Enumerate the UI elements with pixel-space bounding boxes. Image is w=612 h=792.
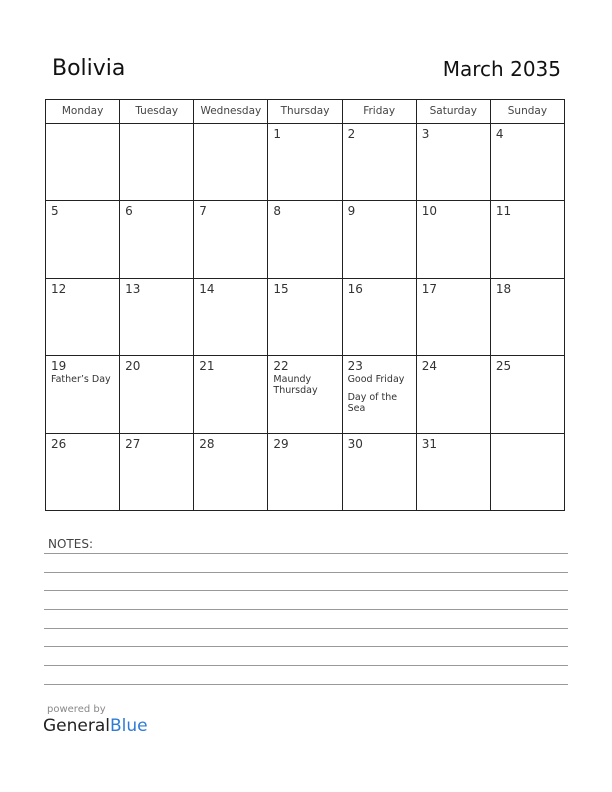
day-cell[interactable] bbox=[491, 201, 565, 278]
day-number: 19 bbox=[51, 359, 67, 374]
day-number: 9 bbox=[347, 204, 356, 219]
note-line bbox=[44, 572, 568, 573]
day-number: 10 bbox=[421, 204, 437, 219]
country-title: Bolivia bbox=[52, 56, 126, 81]
day-number: 7 bbox=[199, 204, 207, 219]
day-cell[interactable] bbox=[46, 124, 120, 201]
day-number: 29 bbox=[273, 436, 289, 451]
weekday-header: Saturday bbox=[417, 100, 491, 124]
day-cell[interactable] bbox=[417, 201, 491, 278]
powered-by-text: powered by bbox=[47, 704, 106, 715]
holiday-label: Day of the Sea bbox=[347, 392, 398, 415]
day-cell[interactable] bbox=[268, 124, 342, 201]
holiday-label: Father’s Day bbox=[51, 374, 111, 386]
day-number: 20 bbox=[125, 359, 141, 374]
day-cell[interactable] bbox=[120, 201, 194, 278]
day-cell[interactable] bbox=[417, 434, 491, 511]
day-cell[interactable] bbox=[343, 201, 417, 278]
day-cell[interactable] bbox=[120, 124, 194, 201]
day-number: 22 bbox=[273, 359, 289, 374]
day-number: 4 bbox=[495, 127, 504, 141]
holiday-label: Good Friday bbox=[347, 374, 405, 386]
day-cell[interactable] bbox=[194, 201, 268, 278]
day-cell[interactable] bbox=[194, 279, 268, 356]
holiday-label: Maundy Thursday bbox=[273, 374, 318, 397]
brand-blue: Blue bbox=[110, 716, 148, 736]
weekday-header: Thursday bbox=[268, 100, 342, 124]
day-cell[interactable] bbox=[417, 356, 491, 433]
day-number: 30 bbox=[347, 436, 363, 451]
day-cell[interactable] bbox=[46, 434, 120, 511]
day-number: 24 bbox=[421, 359, 437, 374]
day-number: 1 bbox=[273, 127, 282, 141]
day-cell[interactable] bbox=[343, 434, 417, 511]
day-cell[interactable] bbox=[120, 356, 194, 433]
day-number: 23 bbox=[347, 359, 363, 374]
weekday-header: Sunday bbox=[491, 100, 565, 124]
day-cell[interactable] bbox=[268, 356, 342, 433]
day-cell[interactable] bbox=[120, 434, 194, 511]
note-line bbox=[44, 646, 568, 647]
day-cell[interactable] bbox=[343, 279, 417, 356]
weekday-header: Wednesday bbox=[194, 100, 268, 124]
day-number: 16 bbox=[347, 281, 363, 296]
day-number: 15 bbox=[273, 281, 289, 296]
weekday-header: Monday bbox=[46, 100, 120, 124]
note-line bbox=[44, 628, 568, 629]
day-number: 25 bbox=[495, 359, 512, 374]
day-cell[interactable] bbox=[194, 434, 268, 511]
day-cell[interactable] bbox=[343, 356, 417, 433]
day-cell[interactable] bbox=[491, 124, 565, 201]
day-cell[interactable] bbox=[268, 279, 342, 356]
day-cell[interactable] bbox=[268, 434, 342, 511]
day-cell[interactable] bbox=[417, 279, 491, 356]
day-number: 6 bbox=[125, 204, 133, 219]
weekday-header: Tuesday bbox=[120, 100, 194, 124]
calendar-grid bbox=[45, 99, 565, 511]
day-number: 2 bbox=[347, 127, 356, 141]
day-number: 21 bbox=[199, 359, 215, 374]
day-number: 27 bbox=[125, 436, 141, 451]
note-line bbox=[44, 590, 568, 591]
day-cell[interactable] bbox=[46, 356, 120, 433]
day-cell[interactable] bbox=[491, 434, 565, 511]
month-year-title: March 2035 bbox=[442, 57, 561, 81]
day-cell[interactable] bbox=[491, 279, 565, 356]
day-number: 3 bbox=[421, 127, 430, 141]
day-number: 8 bbox=[273, 204, 282, 219]
day-number: 31 bbox=[421, 436, 437, 451]
day-cell[interactable] bbox=[46, 201, 120, 278]
brand-general: General bbox=[43, 716, 110, 736]
day-cell[interactable] bbox=[491, 356, 565, 433]
generalblue-logo[interactable] bbox=[43, 716, 148, 736]
day-cell[interactable] bbox=[268, 201, 342, 278]
day-number: 18 bbox=[495, 281, 512, 296]
day-number: 26 bbox=[51, 436, 67, 451]
note-line bbox=[44, 609, 568, 610]
day-cell[interactable] bbox=[120, 279, 194, 356]
weekday-header: Friday bbox=[343, 100, 417, 124]
day-cell[interactable] bbox=[417, 124, 491, 201]
day-cell[interactable] bbox=[194, 124, 268, 201]
note-line bbox=[44, 665, 568, 666]
notes-label: NOTES: bbox=[48, 537, 93, 551]
day-number: 14 bbox=[199, 281, 215, 296]
day-number: 12 bbox=[51, 281, 67, 296]
day-cell[interactable] bbox=[194, 356, 268, 433]
day-number: 28 bbox=[199, 436, 215, 451]
day-cell[interactable] bbox=[343, 124, 417, 201]
day-number: 17 bbox=[421, 281, 437, 296]
note-line bbox=[44, 684, 568, 685]
day-number: 13 bbox=[125, 281, 141, 296]
day-number: 11 bbox=[495, 204, 512, 219]
day-cell[interactable] bbox=[46, 279, 120, 356]
day-number: 5 bbox=[51, 204, 59, 219]
note-line bbox=[44, 553, 568, 554]
